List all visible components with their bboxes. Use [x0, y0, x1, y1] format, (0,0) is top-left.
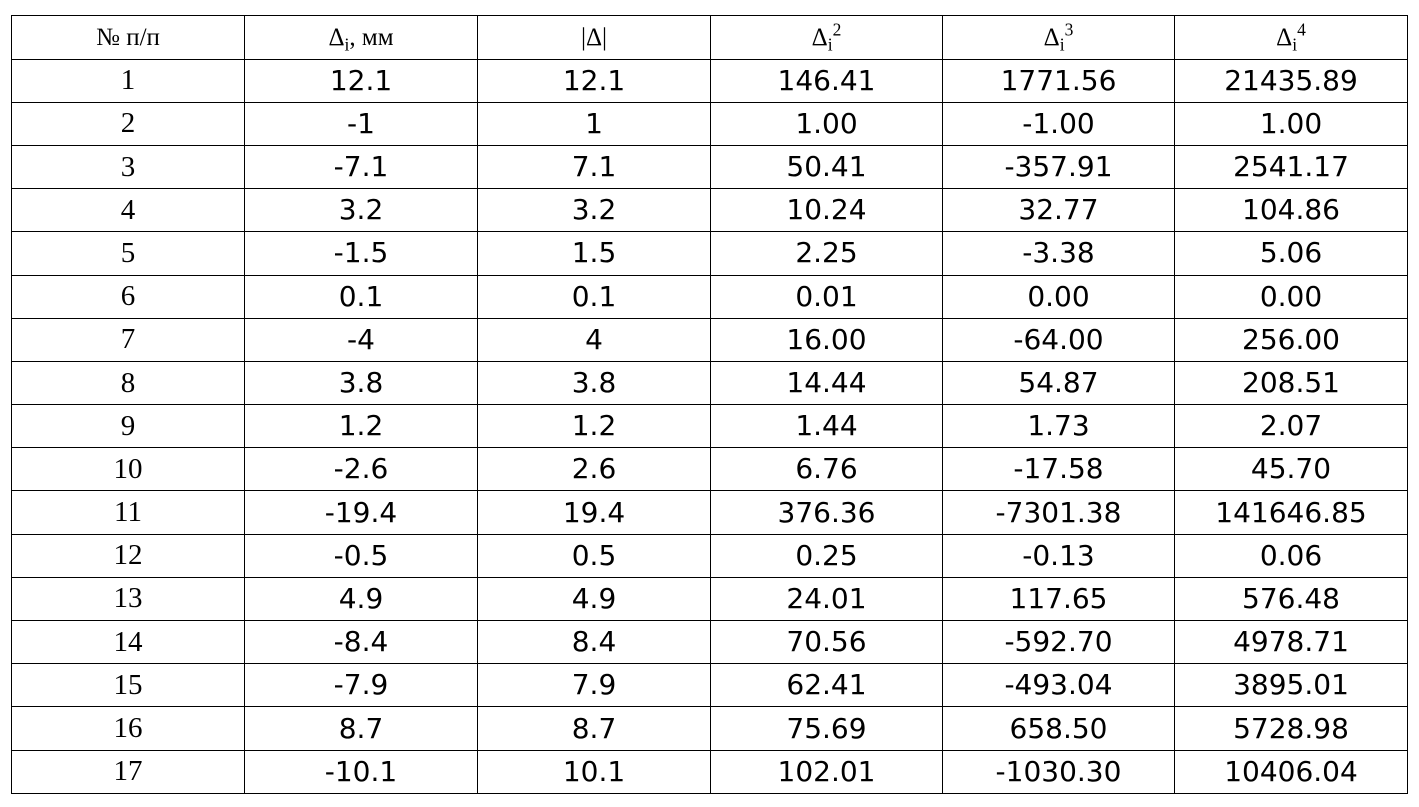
- cell-delta: -10.1: [245, 750, 478, 793]
- cell-delta-fourth: 141646.85: [1175, 491, 1408, 534]
- cell-delta: -0.5: [245, 534, 478, 577]
- table-row: [12, 577, 1408, 620]
- header-delta-fourth-subscript: i: [1292, 34, 1298, 55]
- cell-delta-cubed: 658.50: [943, 707, 1175, 750]
- cell-delta-squared: 1.00: [711, 102, 943, 145]
- cell-index: 4: [12, 189, 245, 232]
- header-index-label: № п/п: [96, 23, 160, 51]
- table-row: [12, 318, 1408, 361]
- cell-delta: -1: [245, 102, 478, 145]
- header-delta-squared-subscript: i: [827, 34, 833, 55]
- table-row: [12, 405, 1408, 448]
- cell-index: 3: [12, 145, 245, 188]
- cell-delta-cubed: -1030.30: [943, 750, 1175, 793]
- table-body: [12, 59, 1408, 793]
- header-delta-unit: , мм: [349, 23, 394, 51]
- header-delta-fourth-power: 4: [1297, 19, 1306, 40]
- cell-delta-cubed: 117.65: [943, 577, 1175, 620]
- cell-delta: 3.2: [245, 189, 478, 232]
- cell-abs-delta: 8.4: [478, 621, 711, 664]
- header-delta-fourth: [1175, 16, 1408, 60]
- header-delta-subscript: i: [344, 34, 350, 55]
- header-delta-symbol: Δ: [328, 23, 345, 51]
- cell-delta-squared: 6.76: [711, 448, 943, 491]
- cell-index: 16: [12, 707, 245, 750]
- cell-delta-squared: 102.01: [711, 750, 943, 793]
- cell-delta-cubed: -592.70: [943, 621, 1175, 664]
- cell-delta-cubed: -357.91: [943, 145, 1175, 188]
- cell-delta: 3.8: [245, 361, 478, 404]
- cell-delta: -2.6: [245, 448, 478, 491]
- cell-abs-delta: 0.5: [478, 534, 711, 577]
- cell-delta: -7.9: [245, 664, 478, 707]
- cell-delta-cubed: -0.13: [943, 534, 1175, 577]
- table-row: [12, 275, 1408, 318]
- cell-delta: 8.7: [245, 707, 478, 750]
- cell-delta: -7.1: [245, 145, 478, 188]
- cell-abs-delta: 12.1: [478, 59, 711, 102]
- cell-delta-squared: 24.01: [711, 577, 943, 620]
- cell-abs-delta: 4: [478, 318, 711, 361]
- cell-index: 10: [12, 448, 245, 491]
- header-index: [12, 16, 245, 60]
- cell-delta-squared: 16.00: [711, 318, 943, 361]
- cell-delta-fourth: 3895.01: [1175, 664, 1408, 707]
- header-abs-delta-label: |Δ|: [580, 23, 608, 51]
- cell-delta-squared: 146.41: [711, 59, 943, 102]
- table-row: [12, 361, 1408, 404]
- cell-abs-delta: 1.2: [478, 405, 711, 448]
- cell-index: 11: [12, 491, 245, 534]
- cell-delta-squared: 0.25: [711, 534, 943, 577]
- header-delta-squared-symbol: Δ: [811, 23, 828, 51]
- cell-abs-delta: 2.6: [478, 448, 711, 491]
- cell-delta: -19.4: [245, 491, 478, 534]
- cell-abs-delta: 8.7: [478, 707, 711, 750]
- cell-delta-squared: 62.41: [711, 664, 943, 707]
- header-delta: [245, 16, 478, 60]
- table-row: [12, 621, 1408, 664]
- cell-delta-cubed: -493.04: [943, 664, 1175, 707]
- cell-delta-fourth: 21435.89: [1175, 59, 1408, 102]
- cell-delta: -4: [245, 318, 478, 361]
- cell-index: 8: [12, 361, 245, 404]
- cell-delta-fourth: 2.07: [1175, 405, 1408, 448]
- cell-delta-squared: 10.24: [711, 189, 943, 232]
- cell-delta-squared: 75.69: [711, 707, 943, 750]
- cell-delta-squared: 376.36: [711, 491, 943, 534]
- header-abs-delta: [478, 16, 711, 60]
- cell-delta-fourth: 5.06: [1175, 232, 1408, 275]
- table-row: [12, 448, 1408, 491]
- cell-delta-fourth: 208.51: [1175, 361, 1408, 404]
- cell-delta-squared: 1.44: [711, 405, 943, 448]
- cell-delta-fourth: 10406.04: [1175, 750, 1408, 793]
- table-row: [12, 232, 1408, 275]
- cell-abs-delta: 3.8: [478, 361, 711, 404]
- cell-index: 13: [12, 577, 245, 620]
- table-row: [12, 102, 1408, 145]
- cell-delta-cubed: -17.58: [943, 448, 1175, 491]
- cell-delta-fourth: 1.00: [1175, 102, 1408, 145]
- measurement-table-container: [11, 15, 1407, 794]
- cell-delta-cubed: -3.38: [943, 232, 1175, 275]
- cell-delta-cubed: 0.00: [943, 275, 1175, 318]
- cell-delta-squared: 14.44: [711, 361, 943, 404]
- cell-delta-cubed: 54.87: [943, 361, 1175, 404]
- cell-delta-fourth: 45.70: [1175, 448, 1408, 491]
- cell-delta-squared: 70.56: [711, 621, 943, 664]
- cell-delta: 1.2: [245, 405, 478, 448]
- cell-abs-delta: 1.5: [478, 232, 711, 275]
- cell-delta-cubed: 1.73: [943, 405, 1175, 448]
- cell-delta-squared: 50.41: [711, 145, 943, 188]
- cell-delta: 0.1: [245, 275, 478, 318]
- cell-delta-fourth: 0.06: [1175, 534, 1408, 577]
- table-row: [12, 145, 1408, 188]
- cell-delta-squared: 2.25: [711, 232, 943, 275]
- cell-delta: 12.1: [245, 59, 478, 102]
- table-row: [12, 534, 1408, 577]
- table-row: [12, 59, 1408, 102]
- cell-abs-delta: 19.4: [478, 491, 711, 534]
- cell-delta-fourth: 2541.17: [1175, 145, 1408, 188]
- cell-delta-cubed: -1.00: [943, 102, 1175, 145]
- cell-delta-fourth: 104.86: [1175, 189, 1408, 232]
- header-delta-fourth-symbol: Δ: [1276, 23, 1293, 51]
- cell-delta-cubed: -64.00: [943, 318, 1175, 361]
- cell-index: 14: [12, 621, 245, 664]
- cell-abs-delta: 10.1: [478, 750, 711, 793]
- cell-delta-fourth: 4978.71: [1175, 621, 1408, 664]
- cell-abs-delta: 0.1: [478, 275, 711, 318]
- cell-delta-fourth: 0.00: [1175, 275, 1408, 318]
- header-delta-squared-power: 2: [832, 19, 842, 40]
- table-row: [12, 189, 1408, 232]
- cell-delta-squared: 0.01: [711, 275, 943, 318]
- cell-abs-delta: 4.9: [478, 577, 711, 620]
- table-row: [12, 750, 1408, 793]
- header-delta-cubed-subscript: i: [1059, 34, 1065, 55]
- cell-abs-delta: 3.2: [478, 189, 711, 232]
- header-delta-cubed-power: 3: [1064, 19, 1074, 40]
- cell-delta-fourth: 5728.98: [1175, 707, 1408, 750]
- cell-abs-delta: 1: [478, 102, 711, 145]
- header-delta-cubed: [943, 16, 1175, 60]
- table-row: [12, 491, 1408, 534]
- cell-index: 15: [12, 664, 245, 707]
- cell-index: 17: [12, 750, 245, 793]
- measurement-table: [11, 15, 1408, 794]
- table-row: [12, 707, 1408, 750]
- cell-index: 12: [12, 534, 245, 577]
- cell-delta: 4.9: [245, 577, 478, 620]
- cell-delta-cubed: 32.77: [943, 189, 1175, 232]
- cell-abs-delta: 7.1: [478, 145, 711, 188]
- cell-index: 1: [12, 59, 245, 102]
- cell-delta: -8.4: [245, 621, 478, 664]
- table-header-row: [12, 16, 1408, 60]
- cell-index: 5: [12, 232, 245, 275]
- cell-delta-fourth: 576.48: [1175, 577, 1408, 620]
- header-delta-squared: [711, 16, 943, 60]
- cell-index: 6: [12, 275, 245, 318]
- cell-index: 9: [12, 405, 245, 448]
- table-row: [12, 664, 1408, 707]
- cell-abs-delta: 7.9: [478, 664, 711, 707]
- cell-delta-fourth: 256.00: [1175, 318, 1408, 361]
- cell-delta-cubed: -7301.38: [943, 491, 1175, 534]
- header-delta-cubed-symbol: Δ: [1043, 23, 1060, 51]
- cell-delta: -1.5: [245, 232, 478, 275]
- cell-delta-cubed: 1771.56: [943, 59, 1175, 102]
- cell-index: 2: [12, 102, 245, 145]
- cell-index: 7: [12, 318, 245, 361]
